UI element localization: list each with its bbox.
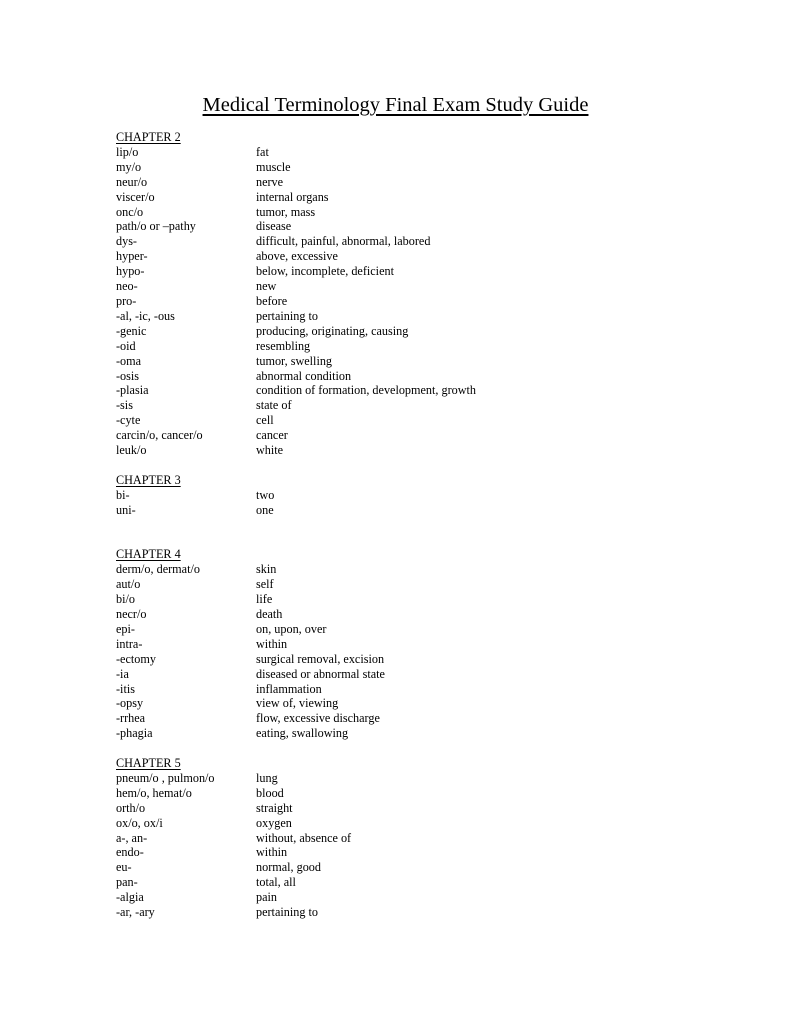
chapter-2-section bbox=[116, 130, 756, 458]
study-guide-content bbox=[116, 130, 756, 920]
term-word-part: path/o or –pathy bbox=[116, 219, 196, 234]
chapter-heading: CHAPTER 3 bbox=[116, 472, 181, 487]
term-definition: tumor, mass bbox=[256, 204, 316, 219]
term-row bbox=[116, 801, 756, 816]
term-row bbox=[116, 339, 756, 354]
term-word-part: -genic bbox=[116, 323, 147, 338]
term-word-part: hypo- bbox=[116, 264, 145, 279]
term-row bbox=[116, 234, 756, 249]
term-word-part: eu- bbox=[116, 860, 132, 875]
term-definition: death bbox=[256, 606, 283, 621]
term-word-part: -itis bbox=[116, 681, 135, 696]
term-word-part: lip/o bbox=[116, 144, 139, 159]
spacer bbox=[116, 458, 756, 473]
term-definition: on, upon, over bbox=[256, 621, 327, 636]
term-row bbox=[116, 696, 756, 711]
term-definition: surgical removal, excision bbox=[256, 651, 385, 666]
term-row bbox=[116, 428, 756, 443]
term-row bbox=[116, 726, 756, 741]
term-definition: inflammation bbox=[256, 681, 322, 696]
term-word-part: -ectomy bbox=[116, 651, 156, 666]
term-definition: above, excessive bbox=[256, 249, 338, 264]
term-row bbox=[116, 294, 756, 309]
term-word-part: carcin/o, cancer/o bbox=[116, 428, 203, 443]
term-word-part: -cyte bbox=[116, 413, 141, 428]
term-word-part: aut/o bbox=[116, 577, 141, 592]
term-word-part: bi- bbox=[116, 487, 130, 502]
term-definition: pertaining to bbox=[256, 308, 318, 323]
term-definition: state of bbox=[256, 398, 292, 413]
term-word-part: pro- bbox=[116, 293, 137, 308]
term-word-part: pneum/o , pulmon/o bbox=[116, 770, 215, 785]
term-row bbox=[116, 667, 756, 682]
term-word-part: dys- bbox=[116, 234, 137, 249]
term-row bbox=[116, 175, 756, 190]
term-row bbox=[116, 637, 756, 652]
chapter-heading: CHAPTER 2 bbox=[116, 130, 181, 144]
term-definition: cancer bbox=[256, 428, 288, 443]
term-word-part: hem/o, hemat/o bbox=[116, 785, 192, 800]
term-row bbox=[116, 577, 756, 592]
term-row bbox=[116, 845, 756, 860]
term-word-part: necr/o bbox=[116, 606, 147, 621]
term-definition: two bbox=[256, 487, 275, 502]
term-row bbox=[116, 488, 756, 503]
term-word-part: bi/o bbox=[116, 592, 135, 607]
term-definition: within bbox=[256, 845, 288, 860]
term-definition: within bbox=[256, 636, 288, 651]
term-word-part: -phagia bbox=[116, 726, 153, 741]
term-row bbox=[116, 205, 756, 220]
term-word-part: a-, an- bbox=[116, 830, 148, 845]
term-definition: disease bbox=[256, 219, 292, 234]
term-word-part: ox/o, ox/i bbox=[116, 815, 163, 830]
term-word-part: viscer/o bbox=[116, 189, 155, 204]
term-row bbox=[116, 160, 756, 175]
term-definition: lung bbox=[256, 770, 278, 785]
term-definition: total, all bbox=[256, 875, 296, 890]
term-word-part: neo- bbox=[116, 279, 138, 294]
term-word-part: pan- bbox=[116, 875, 138, 890]
chapter-3-section bbox=[116, 473, 756, 518]
term-definition: cell bbox=[256, 413, 274, 428]
spacer bbox=[116, 741, 756, 756]
term-row bbox=[116, 875, 756, 890]
term-definition: normal, good bbox=[256, 860, 321, 875]
term-definition: self bbox=[256, 577, 274, 592]
term-definition: oxygen bbox=[256, 815, 292, 830]
spacer bbox=[116, 518, 756, 548]
term-row bbox=[116, 607, 756, 622]
term-word-part: leuk/o bbox=[116, 443, 147, 458]
term-row bbox=[116, 413, 756, 428]
term-definition: view of, viewing bbox=[256, 696, 339, 711]
term-definition: difficult, painful, abnormal, labored bbox=[256, 234, 431, 249]
term-word-part: intra- bbox=[116, 636, 143, 651]
term-word-part: my/o bbox=[116, 159, 142, 174]
term-word-part: -oma bbox=[116, 353, 142, 368]
term-row bbox=[116, 264, 756, 279]
term-definition: diseased or abnormal state bbox=[256, 666, 385, 681]
term-definition: tumor, swelling bbox=[256, 353, 333, 368]
term-row bbox=[116, 652, 756, 667]
term-word-part: -ar, -ary bbox=[116, 905, 155, 920]
term-definition: pertaining to bbox=[256, 905, 318, 920]
term-row bbox=[116, 711, 756, 726]
term-row bbox=[116, 622, 756, 637]
term-list bbox=[116, 771, 756, 920]
term-row bbox=[116, 190, 756, 205]
term-row bbox=[116, 145, 756, 160]
term-definition: flow, excessive discharge bbox=[256, 711, 380, 726]
term-definition: resembling bbox=[256, 338, 311, 353]
term-word-part: -opsy bbox=[116, 696, 144, 711]
term-row bbox=[116, 682, 756, 697]
term-word-part: derm/o, dermat/o bbox=[116, 562, 200, 577]
term-definition: without, absence of bbox=[256, 830, 352, 845]
term-word-part: -osis bbox=[116, 368, 140, 383]
term-row bbox=[116, 249, 756, 264]
term-row bbox=[116, 860, 756, 875]
term-word-part: epi- bbox=[116, 621, 135, 636]
term-row bbox=[116, 816, 756, 831]
term-row bbox=[116, 324, 756, 339]
term-word-part: -rrhea bbox=[116, 711, 146, 726]
term-row bbox=[116, 369, 756, 384]
page-title: Medical Terminology Final Exam Study Guide bbox=[202, 94, 589, 116]
term-row bbox=[116, 786, 756, 801]
term-list bbox=[116, 145, 756, 458]
term-definition: before bbox=[256, 293, 288, 308]
term-definition: fat bbox=[256, 144, 269, 159]
term-word-part: -sis bbox=[116, 398, 133, 413]
term-definition: straight bbox=[256, 800, 293, 815]
term-definition: below, incomplete, deficient bbox=[256, 264, 394, 279]
term-definition: new bbox=[256, 279, 277, 294]
term-word-part: neur/o bbox=[116, 174, 148, 189]
term-row bbox=[116, 890, 756, 905]
term-row bbox=[116, 592, 756, 607]
chapter-heading: CHAPTER 5 bbox=[116, 756, 181, 771]
term-row bbox=[116, 354, 756, 369]
term-word-part: -al, -ic, -ous bbox=[116, 308, 175, 323]
term-row bbox=[116, 398, 756, 413]
term-definition: eating, swallowing bbox=[256, 726, 349, 741]
term-list bbox=[116, 562, 756, 741]
term-definition: life bbox=[256, 592, 273, 607]
term-word-part: hyper- bbox=[116, 249, 148, 264]
term-word-part: -algia bbox=[116, 890, 144, 905]
term-word-part: -ia bbox=[116, 666, 129, 681]
term-row bbox=[116, 503, 756, 518]
term-word-part: -oid bbox=[116, 338, 136, 353]
term-definition: condition of formation, development, growth bbox=[256, 383, 477, 398]
term-definition: internal organs bbox=[256, 189, 329, 204]
term-row bbox=[116, 383, 756, 398]
term-list bbox=[116, 488, 756, 518]
term-word-part: orth/o bbox=[116, 800, 146, 815]
chapter-5-section bbox=[116, 756, 756, 920]
term-definition: producing, originating, causing bbox=[256, 323, 409, 338]
term-row bbox=[116, 443, 756, 458]
term-definition: nerve bbox=[256, 174, 284, 189]
term-row bbox=[116, 279, 756, 294]
term-row bbox=[116, 562, 756, 577]
term-row bbox=[116, 831, 756, 846]
chapter-heading: CHAPTER 4 bbox=[116, 547, 181, 562]
term-row bbox=[116, 309, 756, 324]
term-row bbox=[116, 219, 756, 234]
term-word-part: uni- bbox=[116, 502, 136, 517]
term-row bbox=[116, 771, 756, 786]
term-definition: abnormal condition bbox=[256, 368, 352, 383]
term-definition: one bbox=[256, 502, 274, 517]
term-word-part: onc/o bbox=[116, 204, 144, 219]
term-definition: muscle bbox=[256, 159, 291, 174]
term-definition: blood bbox=[256, 785, 284, 800]
term-definition: white bbox=[256, 443, 284, 458]
term-word-part: -plasia bbox=[116, 383, 149, 398]
term-definition: pain bbox=[256, 890, 277, 905]
term-row bbox=[116, 905, 756, 920]
chapter-4-section bbox=[116, 547, 756, 741]
term-definition: skin bbox=[256, 562, 277, 577]
term-word-part: endo- bbox=[116, 845, 144, 860]
